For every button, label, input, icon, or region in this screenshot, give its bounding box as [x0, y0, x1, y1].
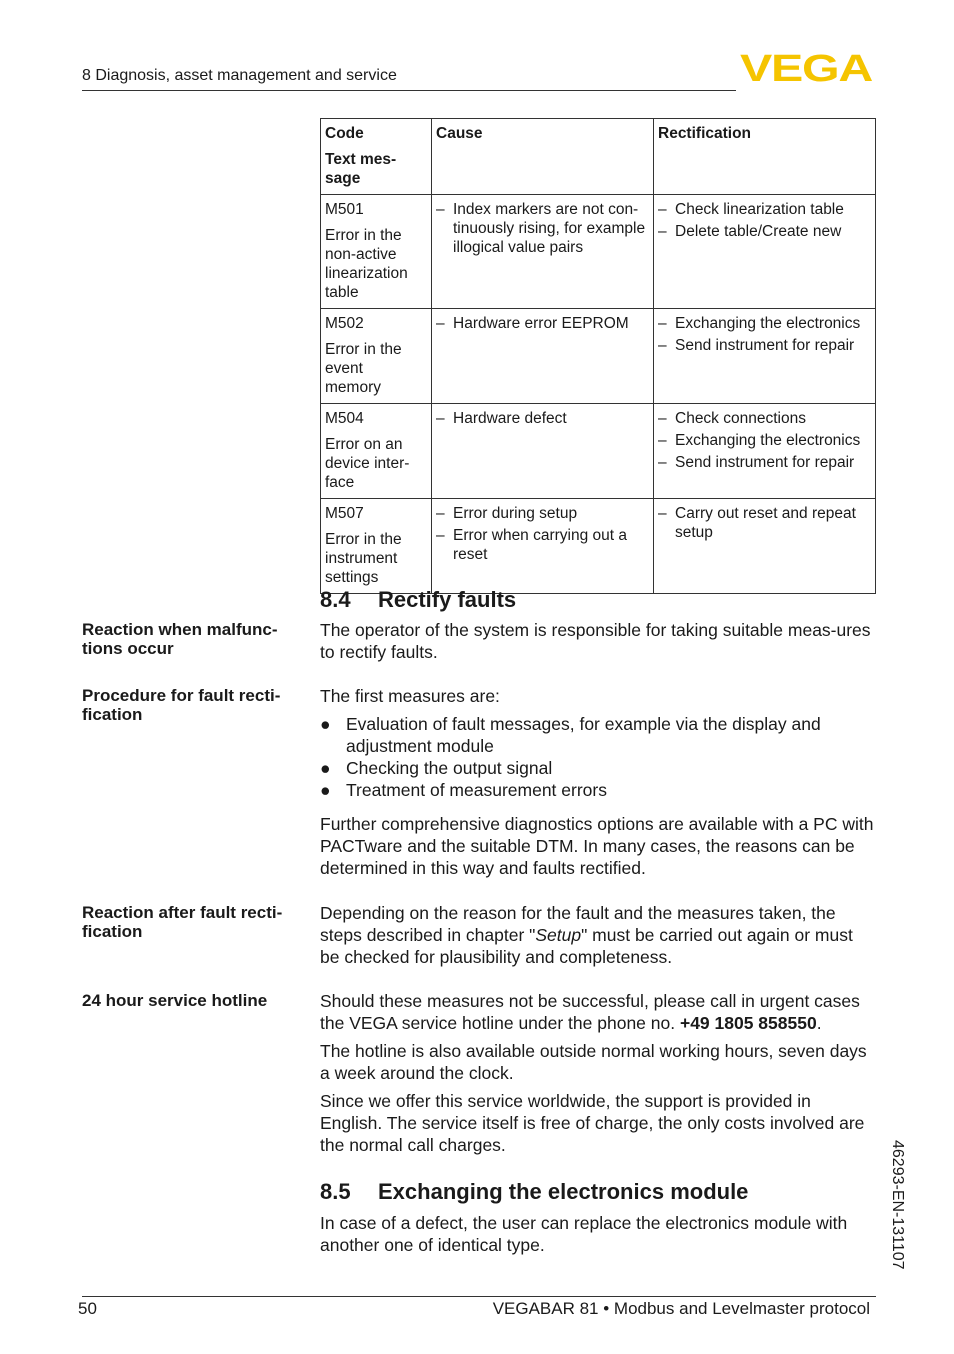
further-diagnostics-text: Further comprehensive diagnostics options are available with a PC with PACTware and the suitable DTM. In many cases, the reasons can be determined in this way and faults rectified. [320, 814, 874, 878]
rectification-item: – Send instrument for repair [658, 454, 855, 471]
hotline-phone: +49 1805 858550 [679, 1013, 817, 1033]
measures-list [320, 713, 876, 801]
error-message: Error on an device inter-face [325, 436, 410, 491]
document-number: 46293-EN-131107 [889, 1140, 906, 1270]
table-row [321, 499, 876, 594]
list-item: ● Checking the output signal [320, 758, 553, 778]
section-number: 8.5 [320, 1179, 351, 1204]
section-heading-8-5 [320, 1179, 748, 1205]
cause-cell [432, 309, 654, 404]
list-item: ● Evaluation of fault messages, for example via the display and adjustment module [320, 714, 821, 756]
exchange-electronics-text: In case of a defect, the user can replace the electronics module with another one of identical type. [320, 1213, 848, 1255]
header-text-message-label: Text mes- sage [325, 151, 397, 187]
code-cell [321, 309, 432, 404]
rectification-item: – Check connections [658, 410, 806, 427]
header-cause: Cause [432, 119, 654, 195]
code-cell [321, 404, 432, 499]
after-fault-text: Depending on the reason for the fault and the measures taken, the steps described in chapter "Setup" must be carried out again or must be checked for plausibility and completeness. [320, 903, 853, 967]
header-rule [82, 90, 736, 91]
rectification-item: – Check linearization table [658, 201, 844, 218]
error-message: Error in the instrument settings [325, 531, 402, 586]
vega-logo-text: VEGA [740, 50, 873, 86]
cause-item: – Error during setup [436, 505, 578, 522]
page-number: 50 [78, 1299, 97, 1318]
reaction-text: The operator of the system is responsible for taking suitable meas-ures to rectify faults. [320, 620, 871, 662]
table-row [321, 309, 876, 404]
cause-cell [432, 499, 654, 594]
error-code: M502 [325, 315, 364, 332]
margin-label-procedure: Procedure for fault recti-fication [82, 686, 281, 724]
hotline-text: Should these measures not be successful, please call in urgent cases the VEGA service hotline under the phone no. +49 1805 858550. [320, 991, 860, 1033]
section-heading-8-4 [320, 587, 516, 613]
error-code: M507 [325, 505, 364, 522]
rectification-item: – Carry out reset and repeat setup [658, 505, 856, 541]
rectification-item: – Delete table/Create new [658, 223, 842, 240]
error-code: M501 [325, 201, 364, 218]
margin-label-after-fault: Reaction after fault recti-fication [82, 903, 283, 941]
code-cell [321, 195, 432, 309]
rectification-cell [654, 499, 876, 594]
margin-label-hotline: 24 hour service hotline [82, 991, 268, 1010]
cause-item: – Index markers are not con-tinuously rising, for example illogical value pairs [436, 201, 646, 256]
error-code: M504 [325, 410, 364, 427]
rectification-item: – Send instrument for repair [658, 337, 855, 354]
footer-title: VEGABAR 81 • Modbus and Levelmaster protocol [492, 1299, 870, 1318]
cause-cell [432, 195, 654, 309]
diagnostic-table [320, 118, 876, 594]
rectification-item: – Exchanging the electronics [658, 315, 861, 332]
table-row [321, 404, 876, 499]
rectification-item: – Exchanging the electronics [658, 432, 861, 449]
header-code-label: Code [325, 125, 364, 142]
code-cell [321, 499, 432, 594]
rectification-cell [654, 195, 876, 309]
section-title: Rectify faults [378, 587, 517, 612]
list-item: ● Treatment of measurement errors [320, 780, 607, 800]
header-code [321, 119, 432, 195]
first-measures-text: The first measures are: [320, 686, 500, 706]
running-header: 8 Diagnosis, asset management and service [82, 67, 397, 84]
cause-item: – Error when carrying out a reset [436, 527, 628, 563]
rectification-cell [654, 309, 876, 404]
margin-label-reaction: Reaction when malfunc-tions occur [82, 620, 278, 658]
error-message: Error in the non-active linearization table [325, 227, 408, 301]
table-row [321, 195, 876, 309]
footer-rule [82, 1296, 876, 1297]
hotline-language-text: Since we offer this service worldwide, the support is provided in English. The service itself is free of charge, the only costs involved are the normal call charges. [320, 1091, 865, 1155]
cause-item: – Hardware error EEPROM [436, 315, 629, 332]
cause-cell [432, 404, 654, 499]
setup-chapter-ref: Setup [535, 925, 582, 945]
section-title: Exchanging the electronics module [378, 1179, 749, 1204]
section-number: 8.4 [320, 587, 351, 612]
rectification-cell [654, 404, 876, 499]
table-header-row [321, 119, 876, 195]
vega-logo [740, 50, 874, 86]
hotline-hours-text: The hotline is also available outside normal working hours, seven days a week around the clock. [320, 1041, 867, 1083]
cause-item: – Hardware defect [436, 410, 567, 427]
error-message: Error in the event memory [325, 341, 402, 396]
header-rectification: Rectification [654, 119, 876, 195]
